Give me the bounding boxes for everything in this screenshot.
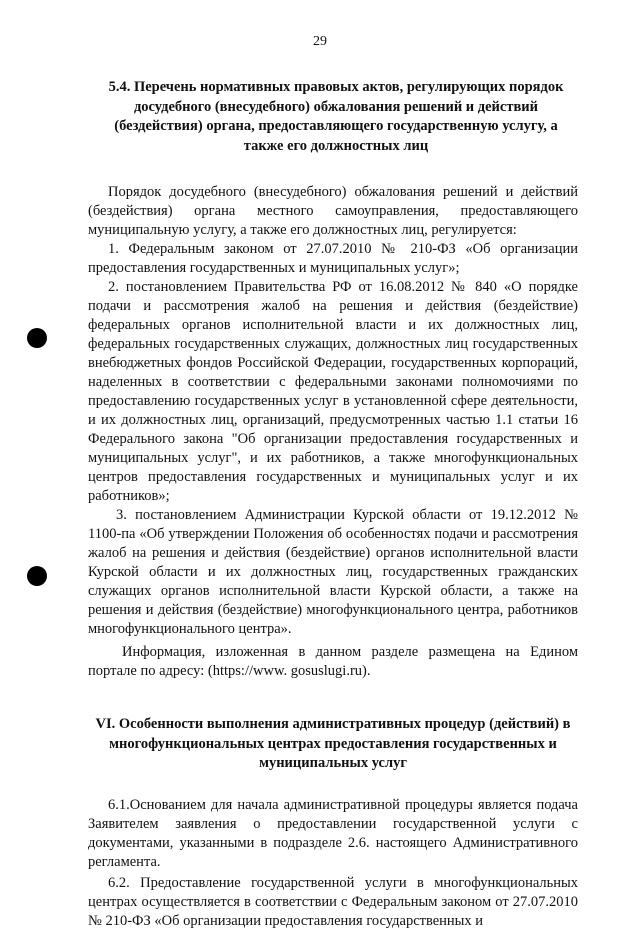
portal-info: Информация, изложенная в данном разделе размещена на Едином портале по адресу: (https://www. gosuslugi.ru).	[88, 644, 578, 679]
section-5-4-title: 5.4. Перечень нормативных правовых актов, регулирующих порядок досудебного (внесудебного) обжалования решений и действий (бездействия) органа, предоставляющего государственную услугу, а также его должностных лиц	[108, 79, 564, 154]
binder-hole-top	[27, 328, 47, 348]
section-5-4-intro: Порядок досудебного (внесудебного) обжалования решений и действий (бездействия) органа местного самоуправления, предоставляющего муниципальную услугу, а также его должностных лиц, регулируется:	[88, 184, 578, 238]
section-vi-title: VI. Особенности выполнения административных процедур (действий) в многофункциональных центрах предоставления государственных и муниципальных услуг	[95, 716, 571, 771]
binder-hole-bottom	[27, 566, 47, 586]
list-item-1: 1. Федеральным законом от 27.07.2010 № 210-ФЗ «Об организации предоставления государственных и муниципальных услуг»;	[88, 241, 578, 276]
paragraph-6-2: 6.2. Предоставление государственной услуги в многофункциональных центрах осуществляется в соответствии с Федеральным законом от 27.07.2010 № 210-ФЗ «Об организации предоставления государственных и	[88, 874, 578, 929]
list-item-3: 3. постановлением Администрации Курской области от 19.12.2012 № 1100-па «Об утверждении Положения об особенностях подачи и рассмотрения жалоб на решения и действия (бездействие) органов исполнительной власти Курской области и их должностных лиц, государственных гражданских служащих органов исполнительной власти Курской области, а также на решения и действия (бездействие) многофункционального центра, работников многофункционального центра».	[88, 507, 578, 637]
page-number: 29	[313, 34, 327, 49]
list-item-2: 2. постановлением Правительства РФ от 16.08.2012 № 840 «О порядке подачи и рассмотрения жалоб на решения и действия (бездействие) федеральных органов исполнительной власти и их должностных лиц, федеральных государственных служащих, должностных лиц государственных внебюджетных фондов Российской Федерации, государственных корпораций, наделенных в соответствии с федеральными законами полномочиями по предоставлению государственных услуг в установленной сфере деятельности, и их должностных лиц, организаций, предусмотренных частью 1.1 статьи 16 Федерального закона "Об организации предоставления государственных и муниципальных услуг", и их работников, а также многофункциональных центров предоставления государственных и муниципальных услуг и их работников»;	[88, 279, 578, 504]
paragraph-6-1: 6.1.Основанием для начала административной процедуры является подача Заявителем заявления о предоставлении государственной услуги с документами, указанными в подразделе 2.6. настоящего Административного регламента.	[88, 796, 578, 870]
document-body	[88, 78, 578, 931]
